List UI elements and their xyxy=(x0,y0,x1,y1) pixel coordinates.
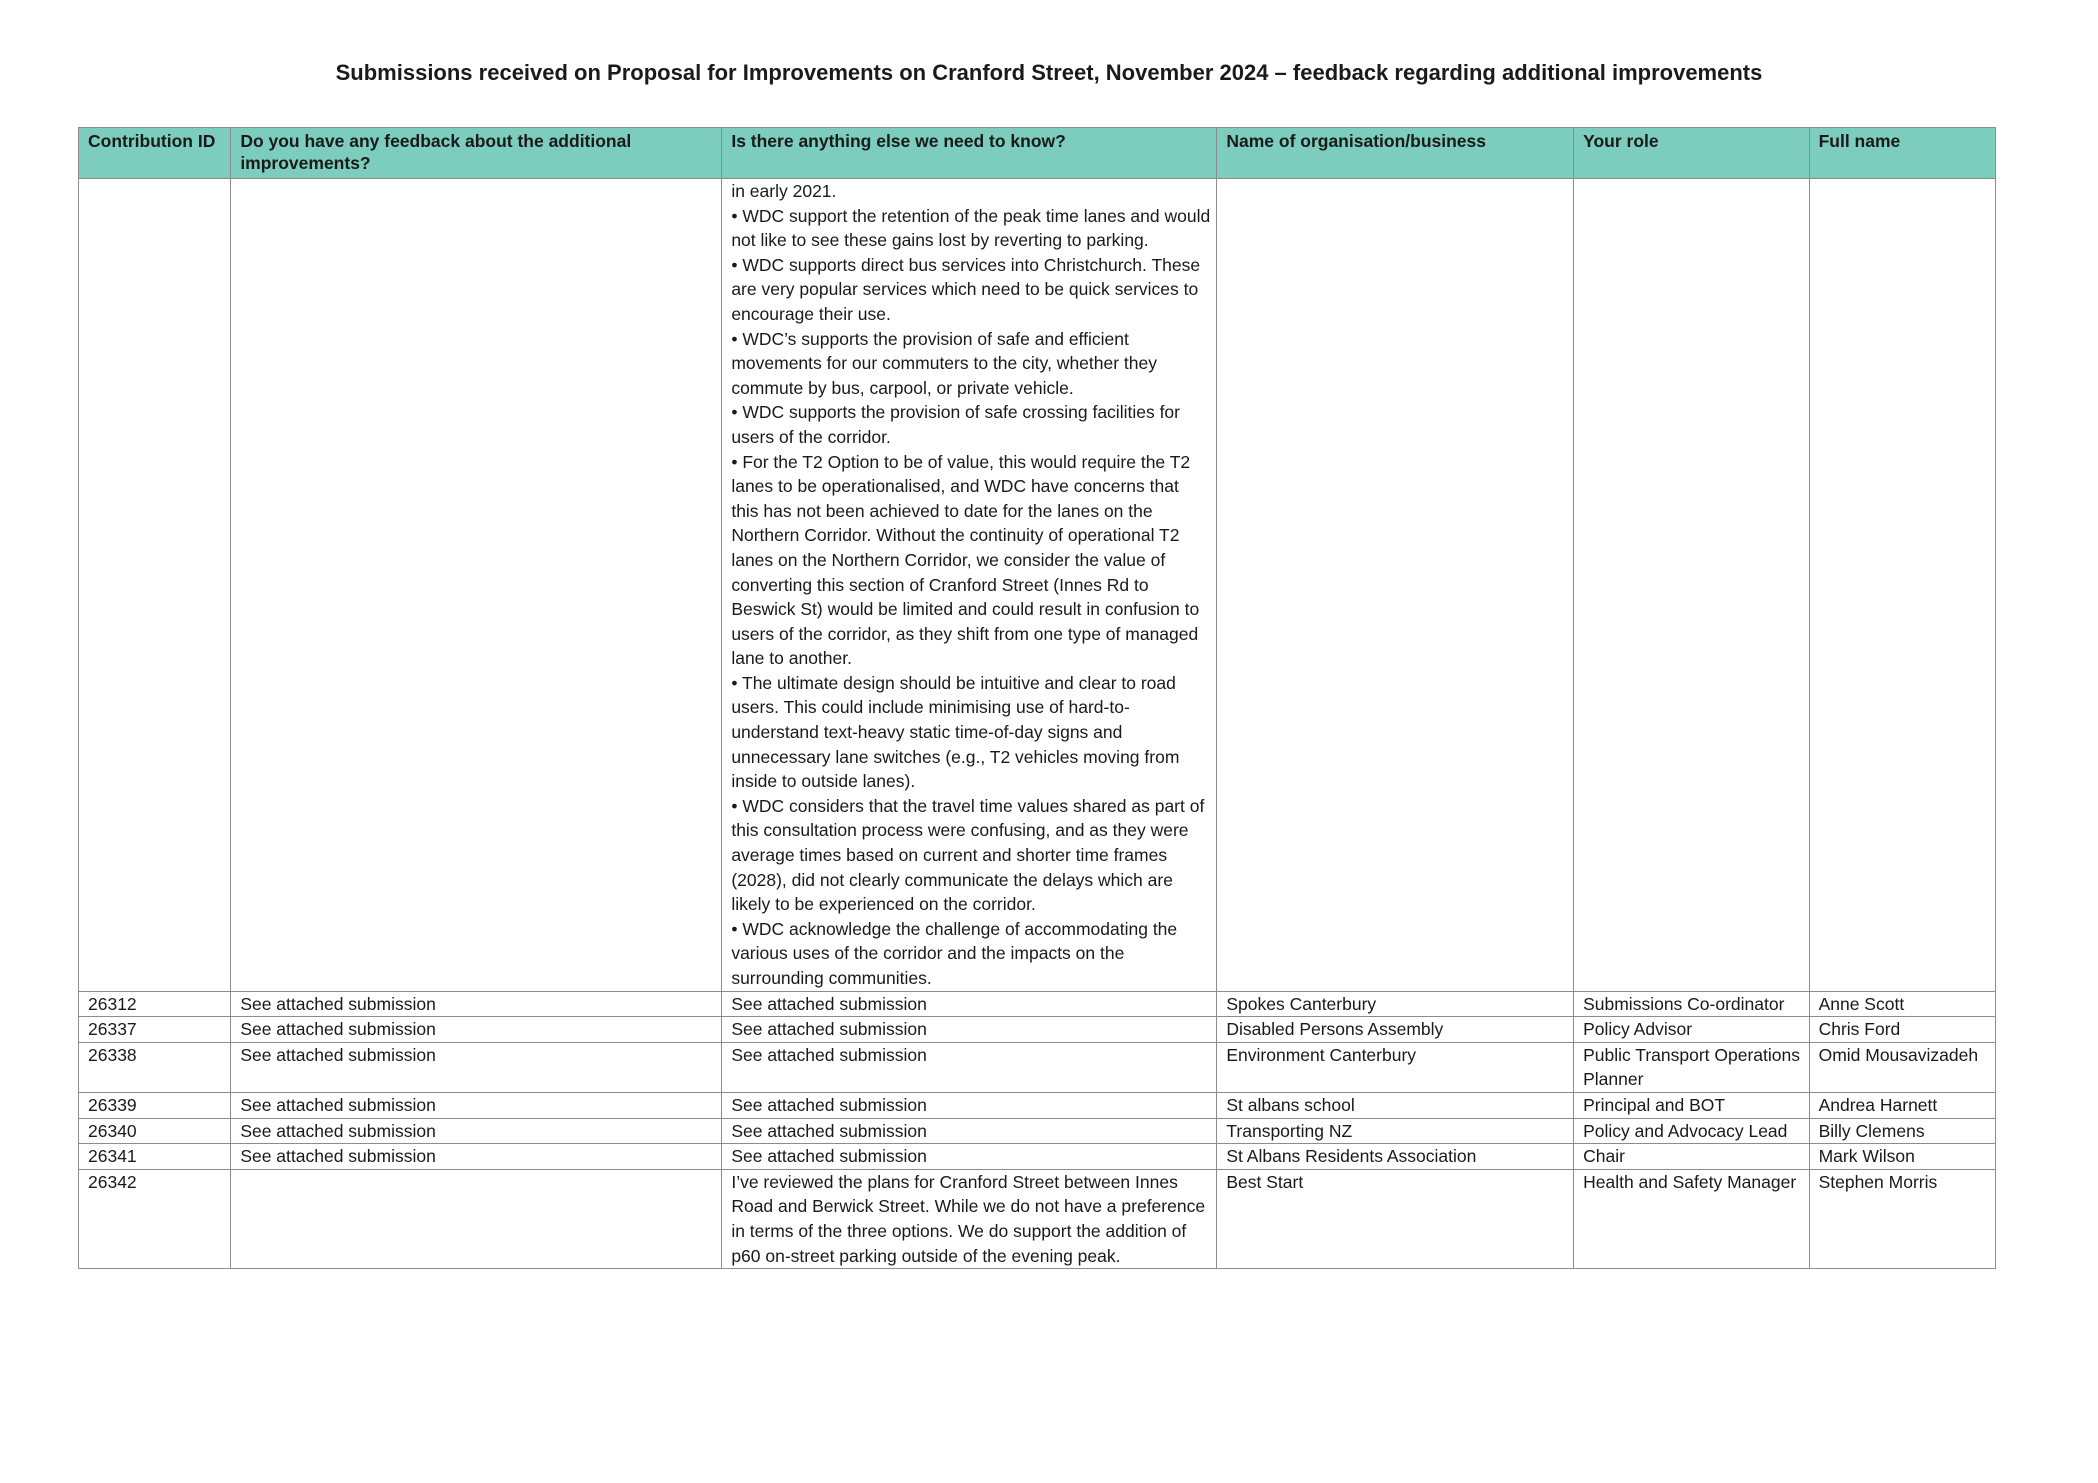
cell-role: Chair xyxy=(1574,1144,1809,1170)
cell-feedback: See attached submission xyxy=(231,1092,722,1118)
continuation-line: • WDC supports the provision of safe crossing facilities for users of the corridor. xyxy=(731,402,1180,447)
cell-full-name: Billy Clemens xyxy=(1809,1118,1995,1144)
continuation-line: • For the T2 Option to be of value, this would require the T2 lanes to be operationalised, and WDC have concerns that this has not been achieved to date for the lanes on the Northern Corridor. Without the continuity of operational T2 lanes on the Northern Corridor, we consider the value of converting this section of Cranford Street (Innes Rd to Beswick St) would be limited and could result in confusion to users of the corridor, as they shift from one type of managed lane to another. xyxy=(731,451,1200,669)
continuation-line: in early 2021. xyxy=(731,181,837,201)
cell-feedback: See attached submission xyxy=(231,1042,722,1092)
cell-organisation: St Albans Residents Association xyxy=(1217,1144,1574,1170)
cell-anything-else: See attached submission xyxy=(722,1144,1217,1170)
cell-anything-else xyxy=(722,179,1217,992)
cell-feedback xyxy=(231,179,722,992)
table-row xyxy=(79,1042,1996,1092)
header-organisation: Name of organisation/business xyxy=(1217,128,1574,179)
cell-anything-else: I’ve reviewed the plans for Cranford Street between Innes Road and Berwick Street. While we do not have a preference in terms of the three options. We do support the addition of p60 on-street parking outside of the evening peak. xyxy=(722,1169,1217,1268)
cell-role: Policy and Advocacy Lead xyxy=(1574,1118,1809,1144)
cell-organisation: St albans school xyxy=(1217,1092,1574,1118)
cell-role xyxy=(1574,179,1809,992)
cell-organisation: Spokes Canterbury xyxy=(1217,991,1574,1017)
cell-feedback: See attached submission xyxy=(231,1118,722,1144)
page-title: Submissions received on Proposal for Improvements on Cranford Street, November 2024 – feedback regarding additional improvements xyxy=(335,60,1763,85)
cell-anything-else: See attached submission xyxy=(722,991,1217,1017)
header-anything-else: Is there anything else we need to know? xyxy=(722,128,1217,179)
table-row xyxy=(79,1169,1996,1268)
table-row-continuation xyxy=(79,179,1996,992)
cell-contribution-id: 26337 xyxy=(79,1017,231,1043)
cell-feedback: See attached submission xyxy=(231,1017,722,1043)
cell-role: Policy Advisor xyxy=(1574,1017,1809,1043)
cell-organisation: Best Start xyxy=(1217,1169,1574,1268)
cell-feedback xyxy=(231,1169,722,1268)
continuation-line: • The ultimate design should be intuitive and clear to road users. This could include minimising use of hard-to-understand text-heavy static time-of-day signs and unnecessary lane switches (e.g., T2 vehicles moving from inside to outside lanes). xyxy=(731,672,1180,792)
continuation-line: • WDC considers that the travel time values shared as part of this consultation process were confusing, and as they were average times based on current and shorter time frames (2028), did not clearly communicate the delays which are likely to be experienced on the corridor. xyxy=(731,795,1205,915)
continuation-line: • WDC’s supports the provision of safe and efficient movements for our commuters to the city, whether they commute by bus, carpool, or private vehicle. xyxy=(731,328,1158,398)
cell-role: Submissions Co-ordinator xyxy=(1574,991,1809,1017)
cell-organisation: Disabled Persons Assembly xyxy=(1217,1017,1574,1043)
cell-full-name: Stephen Morris xyxy=(1809,1169,1995,1268)
cell-role: Principal and BOT xyxy=(1574,1092,1809,1118)
table-header-row xyxy=(79,128,1996,179)
header-contribution-id: Contribution ID xyxy=(79,128,231,179)
continuation-line: • WDC acknowledge the challenge of accommodating the various uses of the corridor and the impacts on the surrounding communities. xyxy=(731,918,1178,988)
cell-role: Health and Safety Manager xyxy=(1574,1169,1809,1268)
cell-contribution-id: 26340 xyxy=(79,1118,231,1144)
cell-anything-else: See attached submission xyxy=(722,1042,1217,1092)
table-row xyxy=(79,1144,1996,1170)
continuation-line: • WDC support the retention of the peak time lanes and would not like to see these gains lost by reverting to parking. xyxy=(731,205,1211,251)
cell-organisation: Environment Canterbury xyxy=(1217,1042,1574,1092)
cell-full-name: Andrea Harnett xyxy=(1809,1092,1995,1118)
cell-anything-else: See attached submission xyxy=(722,1017,1217,1043)
cell-role: Public Transport Operations Planner xyxy=(1574,1042,1809,1092)
cell-feedback: See attached submission xyxy=(231,991,722,1017)
cell-contribution-id: 26312 xyxy=(79,991,231,1017)
table-row xyxy=(79,1092,1996,1118)
cell-full-name xyxy=(1809,179,1995,992)
cell-anything-else: See attached submission xyxy=(722,1118,1217,1144)
table-row xyxy=(79,991,1996,1017)
cell-contribution-id: 26341 xyxy=(79,1144,231,1170)
table-row xyxy=(79,1017,1996,1043)
cell-contribution-id: 26339 xyxy=(79,1092,231,1118)
cell-organisation xyxy=(1217,179,1574,992)
table-row xyxy=(79,1118,1996,1144)
cell-organisation: Transporting NZ xyxy=(1217,1118,1574,1144)
cell-contribution-id: 26338 xyxy=(79,1042,231,1092)
cell-full-name: Omid Mousavizadeh xyxy=(1809,1042,1995,1092)
header-feedback: Do you have any feedback about the additional improvements? xyxy=(231,128,722,179)
cell-full-name: Anne Scott xyxy=(1809,991,1995,1017)
cell-full-name: Chris Ford xyxy=(1809,1017,1995,1043)
header-full-name: Full name xyxy=(1809,128,1995,179)
header-role: Your role xyxy=(1574,128,1809,179)
cell-full-name: Mark Wilson xyxy=(1809,1144,1995,1170)
cell-contribution-id xyxy=(79,179,231,992)
submissions-table xyxy=(78,127,1996,1269)
continuation-line: • WDC supports direct bus services into Christchurch. These are very popular services which need to be quick services to encourage their use. xyxy=(731,254,1201,324)
cell-feedback: See attached submission xyxy=(231,1144,722,1170)
cell-anything-else: See attached submission xyxy=(722,1092,1217,1118)
cell-contribution-id: 26342 xyxy=(79,1169,231,1268)
